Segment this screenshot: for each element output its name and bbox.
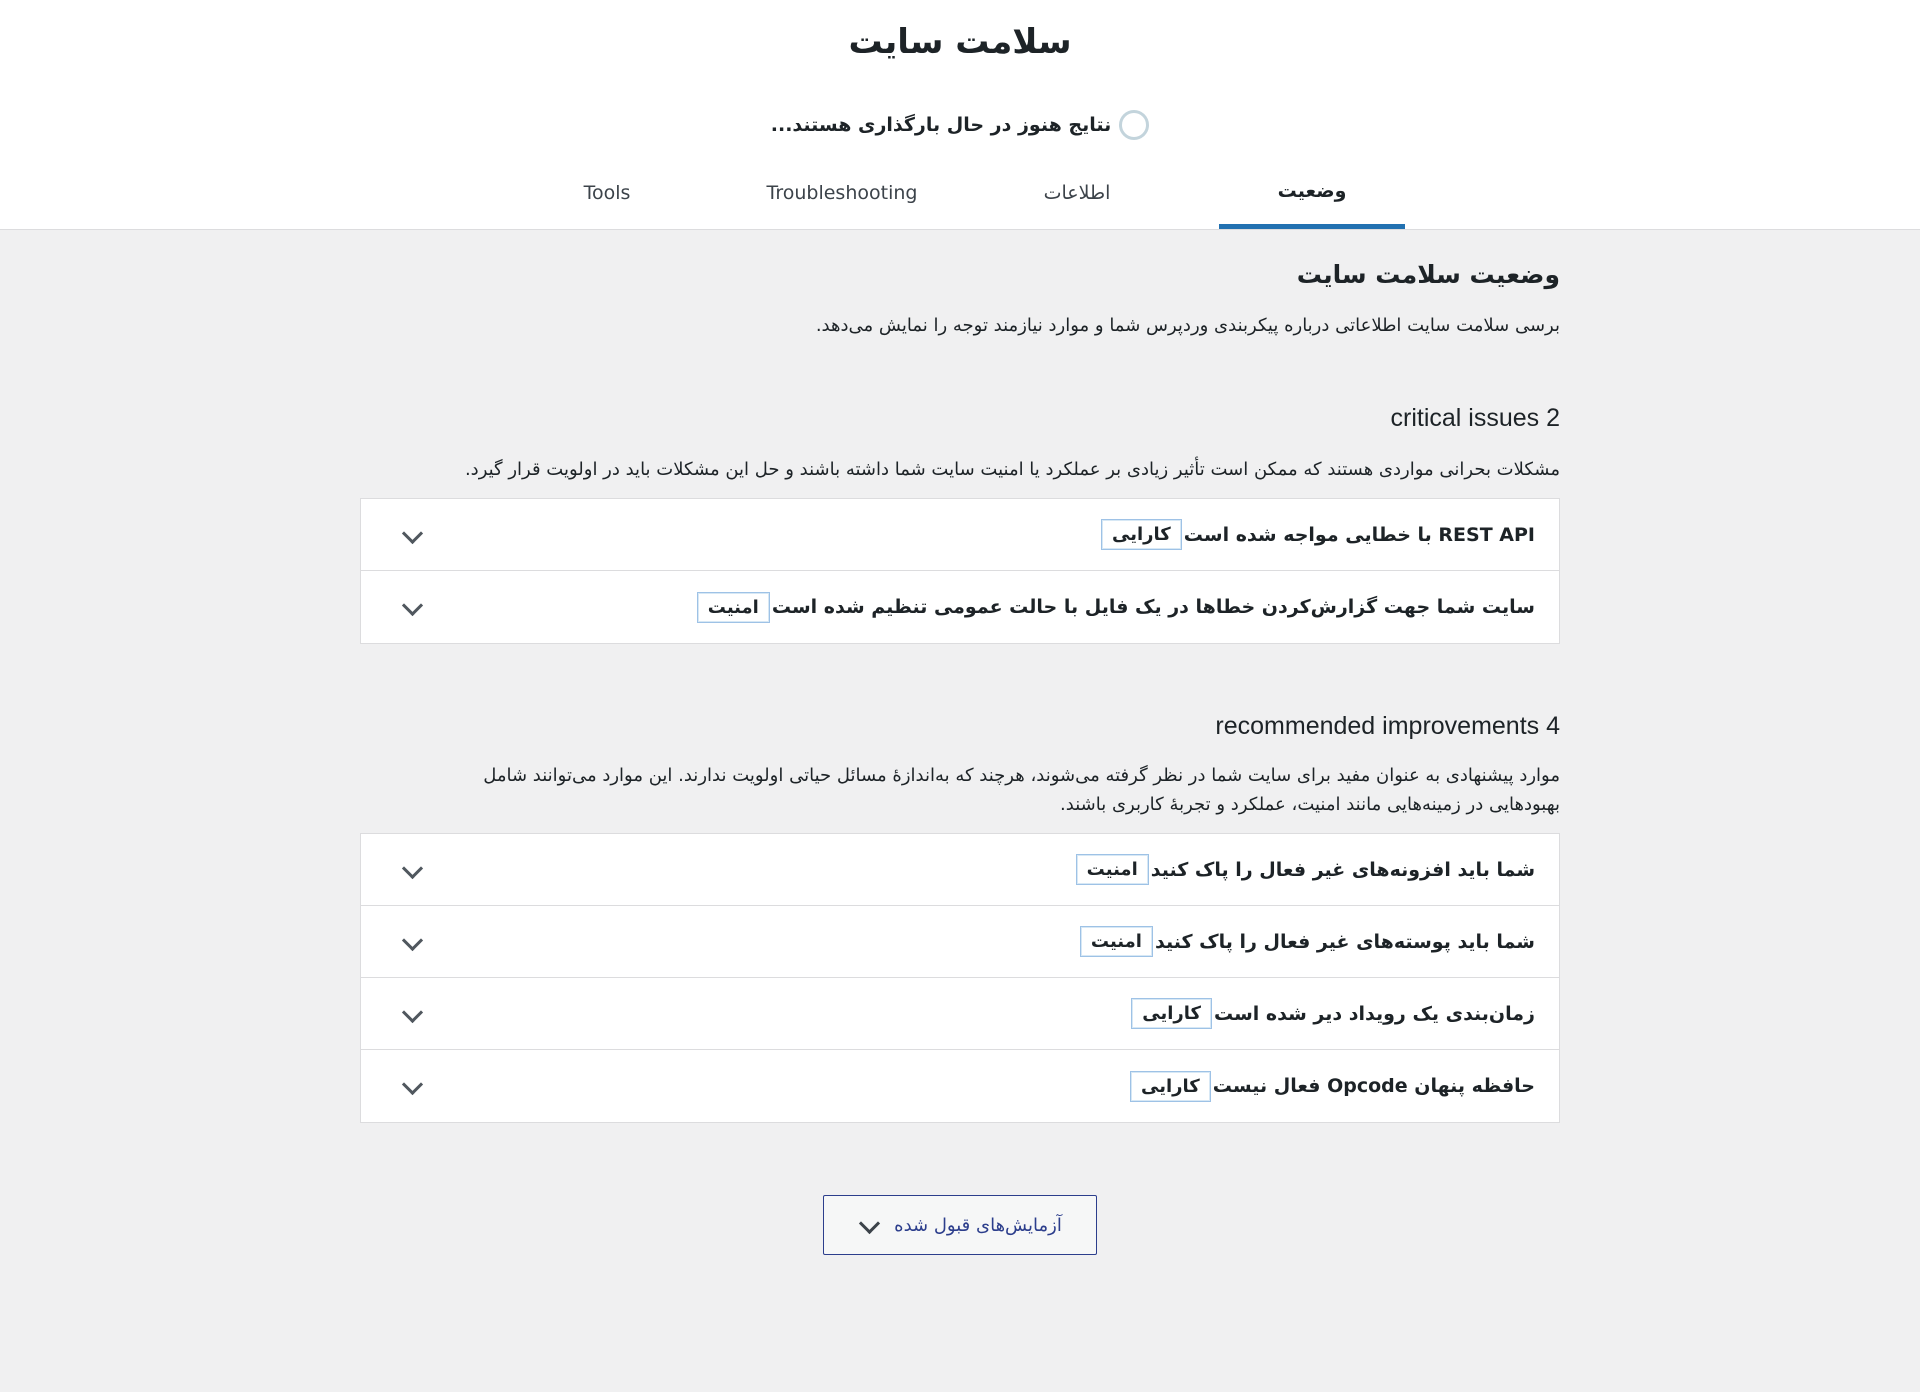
category-badge: کارایی <box>1130 1071 1211 1102</box>
critical-accordion <box>360 498 1560 644</box>
issue-item-inactive-plugins[interactable] <box>361 834 1559 906</box>
issue-label <box>1101 519 1535 550</box>
recommended-description: موارد پیشنهادی به عنوان مفید برای سایت شما در نظر گرفته می‌شوند، هرچند که به‌اندازهٔ مسائل حیاتی اولویت ندارند. این موارد می‌توانند شامل بهبودهایی در زمینه‌هایی مانند امنیت، عملکرد و تجربهٔ کاربری باشند. <box>483 765 1560 815</box>
chevron-down-icon <box>401 1003 423 1025</box>
chevron-down-icon <box>401 524 423 546</box>
passed-tests-button[interactable] <box>823 1195 1097 1255</box>
page-title: سلامت سایت <box>848 22 1072 62</box>
issue-label <box>697 592 1535 623</box>
critical-description: مشکلات بحرانی مواردی هستند که ممکن است تأثیر زیادی بر عملکرد یا امنیت سایت شما داشته باشند و حل این مشکلات باید در اولویت قرار گیرد. <box>464 459 1560 480</box>
category-badge: کارایی <box>1101 519 1182 550</box>
issue-item-opcode-cache[interactable] <box>361 1050 1559 1122</box>
critical-heading: critical issues 2 <box>1390 404 1560 432</box>
category-badge: امنیت <box>697 592 770 623</box>
tab-status[interactable]: وضعیت <box>1219 157 1405 229</box>
tab-tools[interactable]: Tools <box>583 182 631 204</box>
page-header <box>0 0 1920 230</box>
issue-item-late-event[interactable] <box>361 978 1559 1050</box>
chevron-down-icon <box>858 1214 880 1236</box>
issue-label <box>1130 1071 1535 1102</box>
health-progress <box>0 110 1920 140</box>
recommended-section <box>360 712 1560 1123</box>
progress-text: نتایج هنوز در حال بارگذاری هستند... <box>770 114 1112 136</box>
passed-tests-label: آزمایش‌های قبول شده <box>894 1214 1062 1236</box>
tab-troubleshooting[interactable]: Troubleshooting <box>766 182 918 204</box>
recommended-accordion <box>360 833 1560 1123</box>
chevron-down-icon <box>401 931 423 953</box>
progress-circle-icon <box>1119 110 1149 140</box>
issue-label <box>1131 998 1535 1029</box>
issue-title: زمان‌بندی یک رویداد دیر شده است <box>1213 1002 1535 1025</box>
issue-item-rest-api[interactable] <box>361 499 1559 571</box>
recommended-heading: recommended improvements 4 <box>1215 712 1560 740</box>
chevron-down-icon <box>401 859 423 881</box>
issue-item-inactive-themes[interactable] <box>361 906 1559 978</box>
chevron-down-icon <box>401 1075 423 1097</box>
issue-label <box>1076 854 1535 885</box>
tab-info[interactable]: اطلاعات <box>1043 182 1111 204</box>
category-badge: امنیت <box>1080 926 1153 957</box>
chevron-down-icon <box>401 596 423 618</box>
issue-label <box>1080 926 1535 957</box>
issue-title: REST API با خطایی مواجه شده است <box>1183 523 1535 546</box>
issue-title: شما باید پوسته‌های غیر فعال را پاک کنید <box>1154 930 1535 953</box>
status-heading: وضعیت سلامت سایت <box>1296 260 1560 289</box>
main-content <box>360 230 1560 1255</box>
critical-section <box>360 404 1560 644</box>
status-description: برسی سلامت سایت اطلاعاتی درباره پیکربندی وردپرس شما و موارد نیازمند توجه را نمایش می‌دهد. <box>815 315 1560 336</box>
issue-title: حافظه پنهان Opcode فعال نیست <box>1212 1075 1535 1097</box>
category-badge: کارایی <box>1131 998 1212 1029</box>
issue-title: شما باید افزونه‌های غیر فعال را پاک کنید <box>1150 858 1535 881</box>
category-badge: امنیت <box>1076 854 1149 885</box>
issue-title: سایت شما جهت گزارش‌کردن خطاها در یک فایل با حالت عمومی تنظیم شده است <box>771 596 1535 618</box>
tab-bar <box>0 157 1920 229</box>
issue-item-error-log[interactable] <box>361 571 1559 643</box>
passed-tests-wrap <box>360 1195 1560 1255</box>
